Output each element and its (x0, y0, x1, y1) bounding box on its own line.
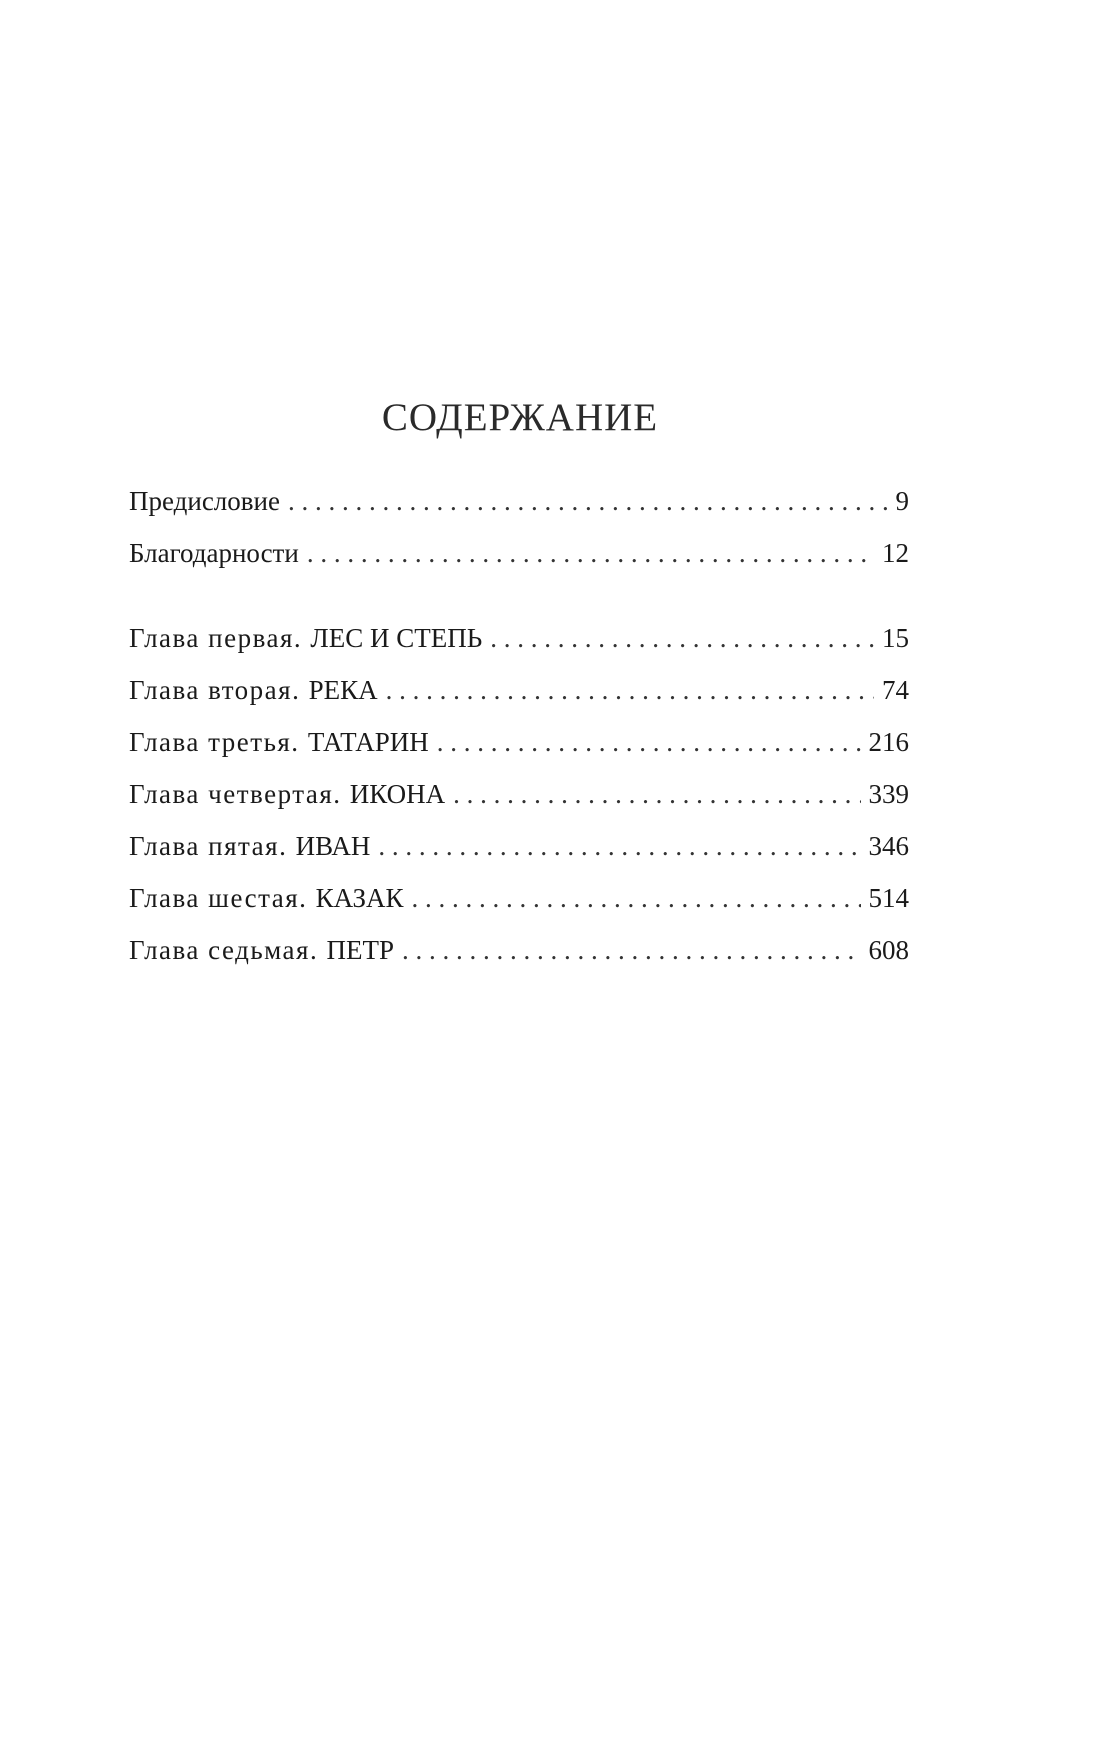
toc-entry-page: 74 (882, 675, 909, 705)
toc-entry-chapter-3 (129, 722, 909, 762)
toc-entry-page: 346 (868, 831, 909, 861)
toc-entry-page: 12 (882, 538, 909, 568)
toc-entry-page: 9 (895, 486, 909, 516)
chapter-prefix: Глава пятая. (129, 831, 288, 861)
chapter-name: РЕКА (308, 675, 378, 705)
chapter-prefix: Глава шестая. (129, 883, 308, 913)
chapter-name: ПЕТР (326, 935, 394, 965)
dot-leader (437, 722, 861, 762)
chapter-prefix: Глава первая. (129, 623, 303, 653)
toc-entry-page: 514 (868, 883, 909, 913)
dot-leader (453, 774, 860, 814)
dot-leader (490, 618, 874, 658)
chapter-prefix: Глава седьмая. (129, 935, 319, 965)
toc-entry-acknowledgements (129, 533, 909, 573)
dot-leader (402, 930, 861, 970)
toc-entry-chapter-4 (129, 774, 909, 814)
chapter-name: ИВАН (295, 831, 371, 861)
toc-entry-chapter-1 (129, 618, 909, 658)
chapter-prefix: Глава четвертая. (129, 779, 342, 809)
toc-entry-chapter-7 (129, 930, 909, 970)
toc-entry-chapter-6 (129, 878, 909, 918)
toc-entry-chapter-2 (129, 670, 909, 710)
chapter-name: ТАТАРИН (307, 727, 429, 757)
toc-entry-label: Благодарности (129, 538, 299, 568)
toc-entry-label (129, 670, 378, 710)
toc-entry-label: Предисловие (129, 486, 280, 516)
chapter-prefix: Глава вторая. (129, 675, 301, 705)
chapter-name: ЛЕС И СТЕПЬ (310, 623, 483, 653)
chapter-name: ИКОНА (349, 779, 446, 809)
toc-entry-chapter-5 (129, 826, 909, 866)
toc-title: СОДЕРЖАНИЕ (381, 396, 659, 439)
dot-leader (288, 481, 888, 521)
dot-leader (307, 533, 874, 573)
toc-entry-label (129, 618, 482, 658)
toc-entry-label (129, 930, 394, 970)
dot-leader (386, 670, 874, 710)
toc-entry-label (129, 826, 370, 866)
dot-leader (412, 878, 861, 918)
toc-entry-page: 216 (868, 727, 909, 757)
toc-entry-label (129, 774, 445, 814)
toc-entry-preface (129, 481, 909, 521)
toc-entry-page: 339 (868, 779, 909, 809)
toc-entry-label (129, 878, 404, 918)
toc-entry-label (129, 722, 429, 762)
toc-entry-page: 608 (868, 935, 909, 965)
dot-leader (378, 826, 860, 866)
chapter-prefix: Глава третья. (129, 727, 300, 757)
chapter-name: КАЗАК (315, 883, 404, 913)
toc-entry-page: 15 (882, 623, 909, 653)
